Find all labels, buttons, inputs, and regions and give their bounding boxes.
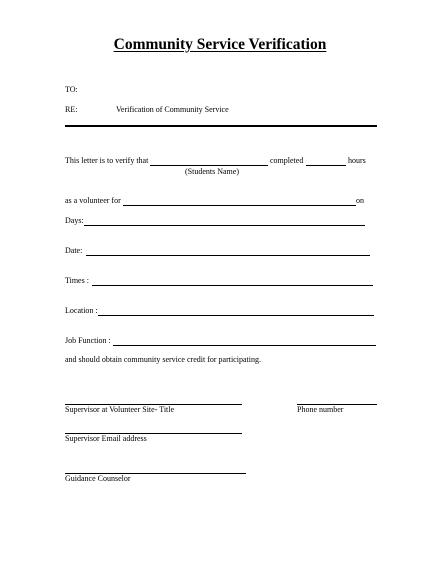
hours-field[interactable] [306, 165, 346, 166]
verify-prefix: This letter is to verify that [65, 156, 149, 165]
organization-field[interactable] [123, 205, 356, 206]
re-subject: Verification of Community Service [116, 105, 229, 114]
hours-label: hours [348, 156, 366, 165]
header-divider [65, 125, 377, 127]
supervisor-label: Supervisor at Volunteer Site- Title [65, 405, 175, 414]
on-label: on [356, 196, 364, 205]
phone-label: Phone number [297, 405, 344, 414]
days-field[interactable] [84, 225, 365, 226]
date-field[interactable] [86, 255, 370, 256]
email-label: Supervisor Email address [65, 434, 147, 443]
days-label: Days: [65, 216, 84, 225]
student-name-field[interactable] [150, 165, 268, 166]
students-name-caption: (Students Name) [185, 167, 239, 176]
job-function-label: Job Function : [65, 336, 111, 345]
credit-statement: and should obtain community service credit for participating. [65, 355, 261, 364]
to-label: TO: [65, 85, 78, 94]
times-label: Times : [65, 276, 89, 285]
job-function-field[interactable] [113, 345, 376, 346]
location-label: Location : [65, 306, 98, 315]
date-label: Date: [65, 246, 83, 255]
counselor-label: Guidance Counselor [65, 474, 131, 483]
completed-label: completed [270, 156, 304, 165]
times-field[interactable] [92, 285, 373, 286]
re-label: RE: [65, 105, 78, 114]
volunteer-label: as a volunteer for [65, 196, 121, 205]
location-field[interactable] [98, 315, 374, 316]
page-title: Community Service Verification [113, 36, 327, 53]
